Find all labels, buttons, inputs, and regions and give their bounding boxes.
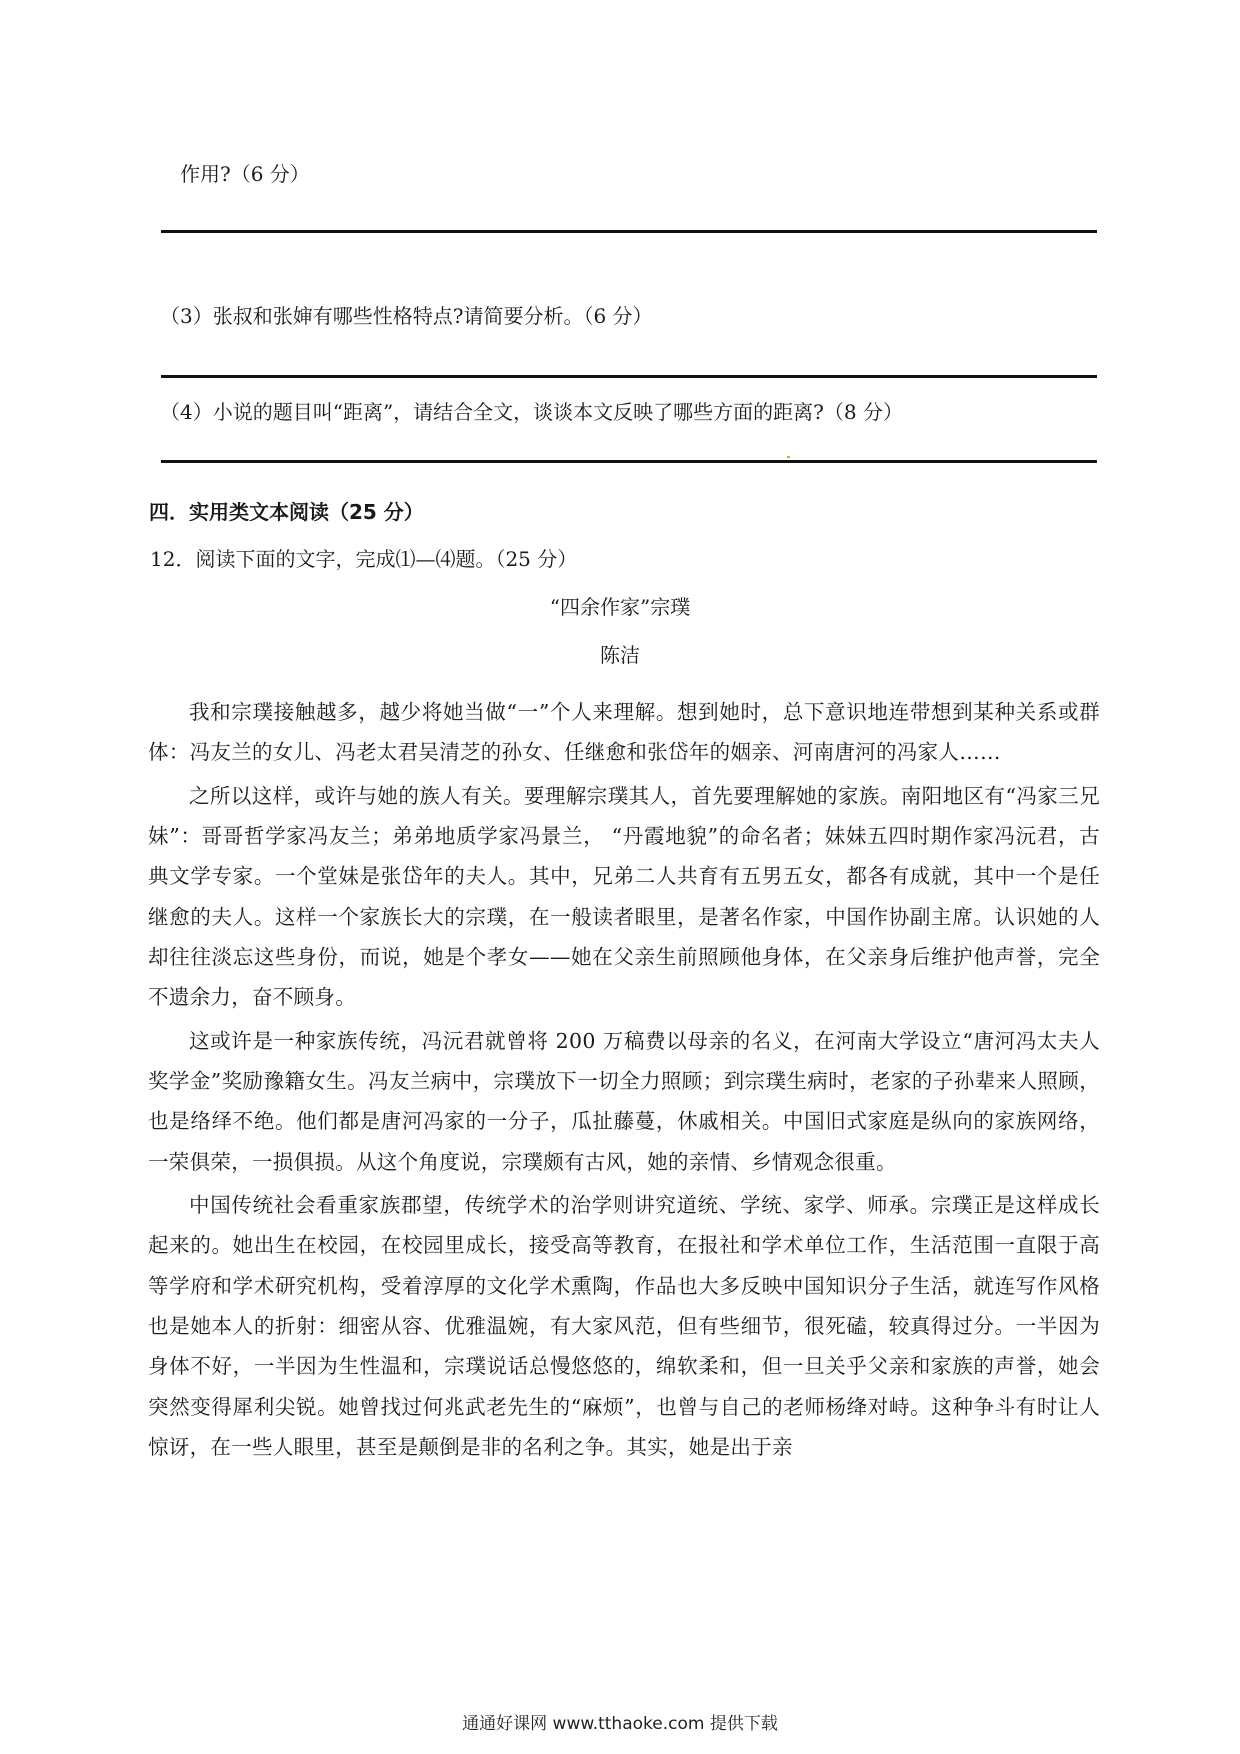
- question-4: （4）小说的题目叫“距离”，请结合全文，谈谈本文反映了哪些方面的距离?（8 分）: [160, 400, 903, 424]
- article-author: 陈洁: [600, 643, 640, 667]
- question-12-instruction: 12．阅读下面的文字，完成⑴—⑷题。（25 分）: [150, 547, 578, 571]
- paragraph: 之所以这样，或许与她的族人有关。要理解宗璞其人，首先要理解她的家族。南阳地区有“冯家三兄妹”：哥哥哲学家冯友兰；弟弟地质学家冯景兰， “丹霞地貌”的命名者；妹妹五四时期作家冯沅君，古典文学专家。一个堂妹是张岱年的夫人。其中，兄弟二人共育有五男五女，都各有成就，其中一个是任继愈的夫人。这样一个家族长大的宗璞，在一般读者眼里，是著名作家，中国作协副主席。认识她的人却往往淡忘这些身份，而说，她是个孝女——她在父亲生前照顾他身体，在父亲身后维护他声誉，完全不遗余力，奋不顾身。: [148, 783, 1100, 1010]
- question-3: （3）张叔和张婶有哪些性格特点?请简要分析。（6 分）: [160, 304, 653, 328]
- answer-line-q3: [161, 375, 1097, 378]
- article-title: “四余作家”宗璞: [549, 595, 691, 619]
- question-2-tail: 作用?（6 分）: [180, 162, 310, 186]
- article-body: [148, 692, 1100, 1470]
- answer-line-q4: [161, 460, 1097, 463]
- paragraph: 我和宗璞接触越多，越少将她当做“一”个人来理解。想到她时，总下意识地连带想到某种关系或群体：冯友兰的女儿、冯老太君吴清芝的孙女、任继愈和张岱年的姻亲、河南唐河的冯家人……: [148, 700, 1100, 765]
- paragraph: 中国传统社会看重家族郡望，传统学术的治学则讲究道统、学统、家学、师承。宗璞正是这样成长起来的。她出生在校园，在校园里成长，接受高等教育，在报社和学术单位工作，生活范围一直限于高等学府和学术研究机构，受着淳厚的文化学术熏陶，作品也大多反映中国知识分子生活，就连写作风格也是她本人的折射：细密从容、优雅温婉，有大家风范，但有些细节，很死磕，较真得过分。一半因为身体不好，一半因为生性温和，宗璞说话总慢悠悠的，绵软柔和，但一旦关乎父亲和家族的声誉，她会突然变得犀利尖锐。她曾找过何兆武老先生的“麻烦”，也曾与自己的老师杨绛对峙。这种争斗有时让人惊讶，在一些人眼里，甚至是颠倒是非的名利之争。其实，她是出于亲: [148, 1193, 1100, 1459]
- answer-line-q2: [161, 230, 1097, 233]
- section-heading: 四．实用类文本阅读（25 分）: [149, 500, 424, 524]
- paragraph: 这或许是一种家族传统，冯沅君就曾将 200 万稿费以母亲的名义，在河南大学设立“唐河冯太夫人奖学金”奖励豫籍女生。冯友兰病中，宗璞放下一切全力照顾；到宗璞生病时，老家的子孙辈来人照顾，也是络绎不绝。他们都是唐河冯家的一分子，瓜扯藤蔓，休戚相关。中国旧式家庭是纵向的家族网络，一荣俱荣，一损俱损。从这个角度说，宗璞颇有古风，她的亲情、乡情观念很重。: [148, 1028, 1100, 1174]
- scan-speck: [787, 456, 790, 458]
- page-footer: 通通好课网 www.tthaoke.com 提供下载: [462, 1714, 778, 1734]
